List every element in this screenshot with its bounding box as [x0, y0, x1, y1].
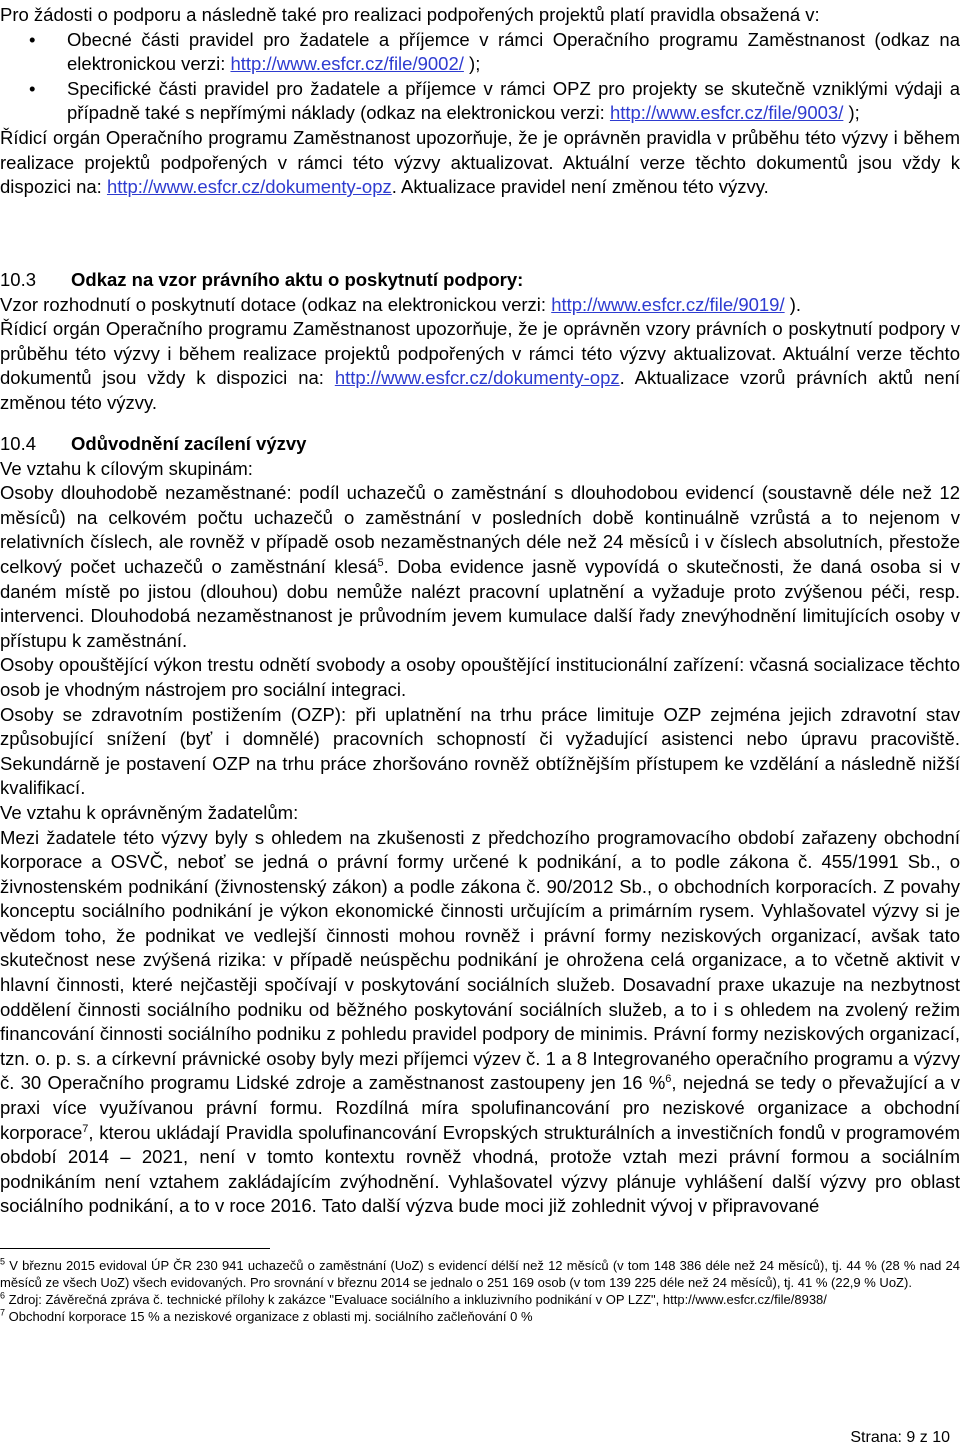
intro-block — [0, 3, 960, 200]
section-heading — [0, 268, 960, 293]
paragraph-text: , nejedná se tedy o převažující a v praxi více využívanou právní formu. Rozdílná míra spolufinancování pro neziskové organizace a obchodní korporace — [0, 1072, 960, 1143]
paragraph-long-term-unemployed — [0, 481, 960, 653]
documents-link[interactable]: http://www.esfcr.cz/dokumenty-opz — [334, 367, 620, 389]
rules-specific-link[interactable]: http://www.esfcr.cz/file/9003/ — [609, 102, 844, 124]
footnote-ref[interactable]: 6 — [665, 1073, 672, 1086]
section-10-3 — [0, 268, 960, 416]
section-number: 10.3 — [0, 269, 37, 290]
rules-general-link[interactable]: http://www.esfcr.cz/file/9002/ — [230, 53, 464, 75]
section-title: Odůvodnění zacílení výzvy — [71, 433, 307, 454]
line-tail: ). — [784, 293, 802, 315]
section-10-4 — [0, 432, 960, 1219]
section-title: Odkaz na vzor právního aktu o poskytnutí podpory: — [71, 269, 524, 290]
paragraph-text: . Doba evidence jasně vypovídá o skutečnosti, že daná osoba si v daném místě po jistou (dlouhou) dobu nemůže nalézt pracovní uplatnění a vyžaduje proto zvýšenou péči, resp. intervenci. Dlouhodobá nezaměstnanost je průvodním jevem kumulace další řady znevýhodnění limitujících osoby v přístupu k zaměstnání. — [0, 555, 960, 651]
paragraph-text: Řídicí orgán Operačního programu Zaměstnanost upozorňuje, že je oprávněn pravidla v průběhu této výzvy i během realizace projektů podpořených v rámci této výzvy aktualizovat. Aktuální verze těchto dokumentů jsou vždy k dispozici na: — [0, 126, 960, 198]
section-number: 10.4 — [0, 433, 37, 454]
subheading: Ve vztahu k cílovým skupinám: — [0, 457, 253, 479]
bullet-tail: ); — [843, 102, 860, 124]
footnote-ref[interactable]: 5 — [377, 556, 384, 569]
footnote-number: 5 — [0, 1256, 6, 1267]
paragraph-tail: . Aktualizace vzorů právních aktů není změnou této výzvy. — [0, 367, 960, 413]
footnote-number: 7 — [0, 1307, 6, 1318]
footnotes — [0, 1257, 960, 1325]
footnote — [0, 1257, 960, 1291]
bullet-text: Specifické části pravidel pro žadatele a příjemce v rámci OPZ pro projekty se skutečně vzniklými výdaji a případně také s nepřímými náklady (odkaz na elektronickou verzi: — [67, 77, 960, 124]
paragraph-ex-prisoners: Osoby opouštějící výkon trestu odnětí svobody a osoby opouštějící institucionální zařízení: včasná socializace těchto osob je vhodným nástrojem pro sociální integraci. — [0, 654, 960, 700]
footnote — [0, 1291, 960, 1308]
rules-list-item — [0, 28, 960, 77]
bullet-tail: ); — [463, 53, 481, 75]
section-paragraph — [0, 317, 960, 415]
paragraph-disabled: Osoby se zdravotním postižením (OZP): při uplatnění na trhu práce limituje OZP zejména jejich zdravotní stav způsobující snížení (byť i domnělé) pracovních schopností či vyžadující asistenci nebo úpravu pracoviště. Sekundárně je postavení OZP na trhu práce zhoršováno rovněž obtížnějším přístupem ke vzdělání a následně nižší kvalifikací. — [0, 703, 960, 799]
footnote-number: 6 — [0, 1290, 6, 1301]
paragraph-text: Řídicí orgán Operačního programu Zaměstnanost upozorňuje, že je oprávněn vzory právních o poskytnutí podpory v průběhu této výzvy i během realizace projektů podpořených v rámci této výzvy aktualizovat. Aktuální verze těchto dokumentů jsou vždy k dispozici na: — [0, 318, 960, 389]
footnote — [0, 1308, 960, 1325]
section-heading — [0, 432, 960, 457]
intro-lead: Pro žádosti o podporu a následně také pro realizaci podpořených projektů platí pravidla obsažená v: — [0, 4, 820, 25]
footnote-text: V březnu 2015 evidoval ÚP ČR 230 941 uchazečů o zaměstnání (UoZ) s evidencí délší než 12 měsíců (v tom 148 386 déle než 24 měsíců), tj. 44 % (28 % nad 24 měsíců ze všech UoZ) všech evidovaných. Pro srovnání v březnu 2014 se jednalo o 251 169 osob (v tom 139 225 déle než 24 měsíců), tj. 41 % (22,9 % UoZ). — [0, 1258, 960, 1290]
footnote-text: Zdroj: Závěrečná zpráva č. technické přílohy k zakázce "Evaluace sociálního a inkluzivního podnikání v OP LZZ", http://www.esfcr.cz/file/8938/ — [5, 1292, 827, 1307]
paragraph-applicants — [0, 826, 960, 1220]
paragraph-tail: . Aktualizace pravidel není změnou této výzvy. — [391, 176, 769, 198]
subheading: Ve vztahu k oprávněným žadatelům: — [0, 801, 299, 823]
page-number: Strana: 9 z 10 — [850, 1429, 950, 1446]
documents-link[interactable]: http://www.esfcr.cz/dokumenty-opz — [106, 176, 392, 198]
rules-list — [0, 28, 960, 126]
footnote-divider — [0, 1248, 270, 1249]
paragraph-text: , kterou ukládají Pravidla spolufinancování Evropských strukturálních a investičních fondů v programovém období 2014 – 2021, není v tomto kontextu rovněž vhodná, protože vztah mezi právní formou a sociálním podnikáním není vztahem zakládajícím zvýhodnění. Vyhlašovatel výzvy plánuje vyhlášení další výzvy pro oblast sociálního podnikání, a to v roce 2016. Tato další výzva bude moci již zohlednit vývoj v připravované — [0, 1121, 960, 1217]
intro-paragraph — [0, 126, 960, 200]
footnote-ref[interactable]: 7 — [82, 1122, 89, 1135]
template-line — [0, 293, 960, 318]
footnote-text: Obchodní korporace 15 % a neziskové organizace z oblasti mj. sociálního začleňování 0 % — [5, 1309, 533, 1324]
template-link[interactable]: http://www.esfcr.cz/file/9019/ — [551, 293, 785, 315]
line-text: Vzor rozhodnutí o poskytnutí dotace (odkaz na elektronickou verzi: — [0, 293, 552, 315]
bullet-text: Obecné části pravidel pro žadatele a příjemce v rámci Operačního programu Zaměstnanost (odkaz na elektronickou verzi: — [67, 28, 960, 75]
paragraph-text: Mezi žadatele této výzvy byly s ohledem na zkušenosti z předchozího programovacího období zařazeny obchodní korporace a OSVČ, neboť se jedná o právní formy určené k podnikání, a to podle zákona č. 455/1991 Sb., o živnostenském podnikání (živnostenský zákon) a podle zákona č. 90/2012 Sb., o obchodních korporacích. Z povahy konceptu sociálního podnikání je výkon ekonomické činnosti určujícím a primárním rysem. Vyhlašovatel výzvy si je vědom toho, že podnikat ve vedlejší činnosti mohou rovněž i právní formy neziskových organizací, avšak tato skutečnost nese zvýšená rizika: v případě neúspěchu podnikání je ohrožena celá organizace, a to včetně aktivit v hlavní činnosti, které nejčastěji spočívají v poskytování sociálních služeb. Dosavadní praxe ukazuje na nezbytnost oddělení činnosti sociálního podniku od běžného poskytování sociálních služeb, a to i s ohledem na zvolený režim financování činnosti sociálního podniku z pohledu pravidel podpory de minimis. Právní formy neziskových organizací, tzn. o. p. s. a církevní právnické osoby byly mezi příjemci výzev č. 1 a 8 Integrovaného operačního programu a výzvy č. 30 Operačního programu Lidské zdroje a zaměstnanost zastoupeny jen 16 % — [0, 826, 960, 1094]
rules-list-item — [0, 77, 960, 126]
paragraph-text: Osoby dlouhodobě nezaměstnané: podíl uchazečů o zaměstnání s dlouhodobou evidencí (soustavně déle než 12 měsíců) na celkovém počtu uchazečů o zaměstnání v posledních době kontinuálně vzrůstá a to nejenom v relativních číslech, ale rovněž v případě osob nezaměstnaných déle než 24 měsíců i v číslech absolutních, přestože celkový počet uchazečů o zaměstnání klesá — [0, 482, 960, 577]
